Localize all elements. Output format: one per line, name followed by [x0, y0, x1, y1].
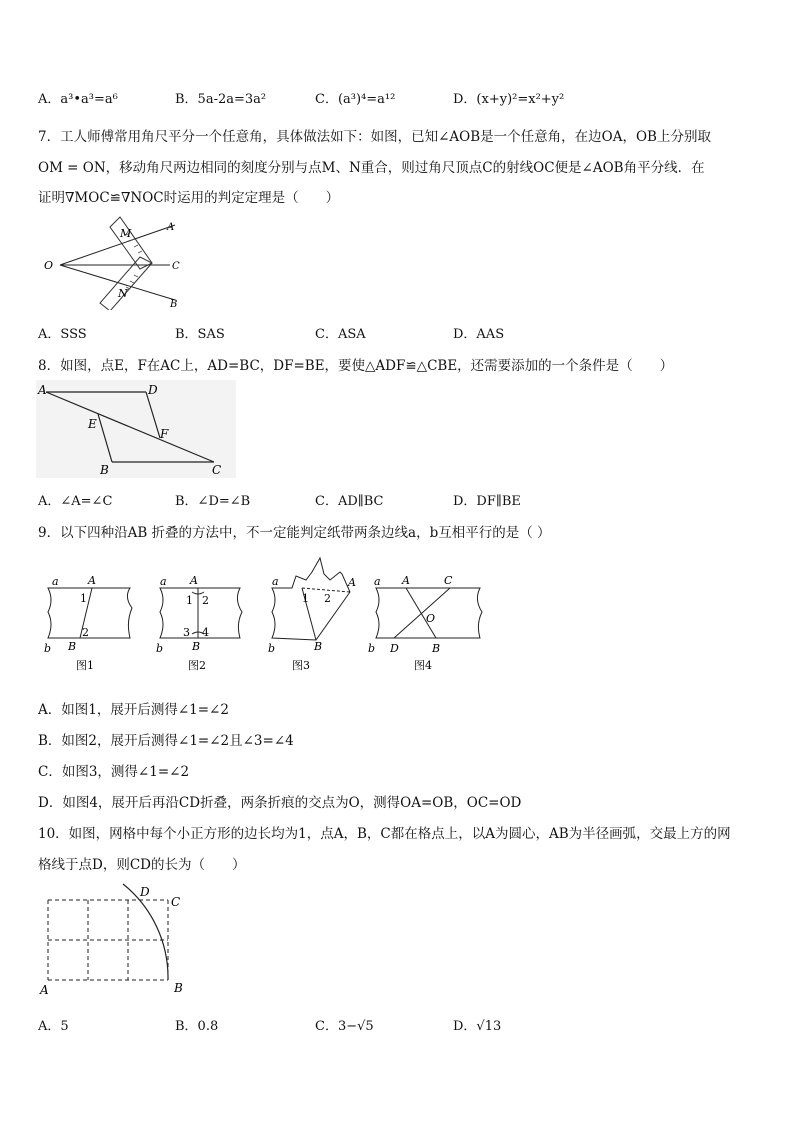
label-c: C — [171, 895, 181, 909]
q6-option-c[interactable]: C．(a³)⁴=a¹² — [315, 92, 396, 107]
fig3-label-a: A — [348, 576, 356, 589]
q8-parallelogram-figure — [36, 380, 236, 478]
fig2-label-b: B — [192, 640, 201, 653]
q9-option-c[interactable]: C．如图3，测得∠1=∠2 — [38, 764, 190, 780]
q9-option-d[interactable]: D．如图4，展开后再沿CD折叠，两条折痕的交点为O，测得OA=OB，OC=OD — [38, 795, 522, 811]
fig2-label-b-line: b — [156, 642, 164, 655]
figure-3 — [272, 558, 350, 640]
label-f: F — [160, 427, 169, 441]
q6-option-a[interactable]: A．a³•a³=a⁶ — [38, 92, 118, 107]
fig3-label-b: B — [314, 640, 323, 653]
q10-option-b[interactable]: B．0.8 — [175, 1019, 219, 1034]
label-b: B — [174, 981, 183, 995]
label-a: A — [40, 983, 49, 997]
fig3-label-b-line: b — [268, 642, 276, 655]
label-d: D — [140, 885, 150, 899]
q9-stem: 9．以下四种沿AB 折叠的方法中，不一定能判定纸带两条边线a，b互相平行的是（ ） — [38, 525, 551, 541]
fig1-label-b-line: b — [44, 642, 52, 655]
fig1-label-a-line: a — [52, 575, 59, 588]
q7-option-b[interactable]: B．SAS — [175, 327, 225, 342]
fig4-label-a: A — [402, 574, 410, 587]
q8-option-a[interactable]: A．∠A=∠C — [38, 494, 113, 509]
grid-lines — [48, 900, 168, 980]
q9-option-b[interactable]: B．如图2，展开后测得∠1=∠2且∠3=∠4 — [38, 733, 294, 749]
q7-option-c[interactable]: C．ASA — [315, 327, 366, 342]
label-b: B — [170, 299, 178, 310]
q10-stem-line-2: 格线于点D，则CD的长为（ ） — [38, 857, 246, 873]
fig2-label-3: 3 — [183, 626, 190, 639]
q7-stem-line-1: 7．工人师傅常用角尺平分一个任意角，具体做法如下：如图，已知∠AOB是一个任意角，在边OA，OB上分别取 — [38, 129, 711, 145]
label-a: A — [167, 222, 175, 233]
ray-oa — [60, 225, 175, 265]
fig4-label-b: B — [432, 642, 441, 655]
fig2-label-4: 4 — [202, 626, 209, 639]
fig1-caption: 图1 — [76, 659, 94, 672]
q10-option-d[interactable]: D．√13 — [453, 1019, 502, 1034]
fig4-caption: 图4 — [414, 659, 432, 672]
q7-option-a[interactable]: A．SSS — [38, 327, 87, 342]
label-o: O — [44, 259, 54, 272]
q9-option-a[interactable]: A．如图1，展开后测得∠1=∠2 — [38, 702, 229, 718]
fig1-label-2: 2 — [82, 626, 89, 639]
label-b: B — [100, 463, 109, 477]
q6-option-d[interactable]: D．(x+y)²=x²+y² — [453, 92, 565, 107]
fig3-label-2: 2 — [324, 592, 331, 605]
fig1-label-a: A — [88, 574, 96, 587]
fig3-caption: 图3 — [292, 659, 310, 672]
fig2-label-a: A — [190, 574, 198, 587]
q7-option-d[interactable]: D．AAS — [453, 327, 505, 342]
q10-option-a[interactable]: A．5 — [38, 1019, 69, 1034]
q7-stem-line-2: OM = ON，移动角尺两边相同的刻度分别与点M、N重合，则过角尺顶点C的射线OC便是∠AOB角平分线．在 — [38, 160, 705, 176]
q8-stem: 8．如图，点E，F在AC上，AD=BC，DF=BE，要使△ADF≌△CBE，还需要添加的一个条件是（ ） — [38, 358, 674, 374]
label-a: A — [38, 383, 47, 397]
q6-option-b[interactable]: B．5a-2a=3a² — [175, 92, 267, 107]
ruler-upper-arm — [110, 217, 152, 269]
label-n: N — [118, 287, 128, 300]
label-d: D — [148, 383, 158, 397]
q7-stem-line-3: 证明∇MOC≌∇NOC时运用的判定定理是（ ） — [38, 190, 340, 206]
q9-folding-figures — [40, 552, 500, 677]
fig1-label-1: 1 — [80, 592, 87, 605]
q8-option-b[interactable]: B．∠D=∠B — [175, 494, 251, 509]
fig1-label-b: B — [68, 640, 77, 653]
fig4-label-b-line: b — [368, 642, 376, 655]
label-m: M — [120, 227, 132, 240]
label-c: C — [172, 261, 180, 272]
label-c: C — [212, 463, 222, 477]
fig4-label-o: O — [426, 612, 436, 625]
fig2-label-a-line: a — [160, 575, 167, 588]
fig4-label-a-line: a — [374, 575, 381, 588]
q7-angle-ruler-figure — [40, 215, 200, 310]
q8-option-d[interactable]: D．DF∥BE — [453, 494, 521, 509]
label-e: E — [88, 417, 97, 431]
figure-1 — [48, 588, 132, 638]
q10-grid-figure — [38, 882, 198, 997]
fig3-label-a-line: a — [272, 575, 279, 588]
fig3-label-1: 1 — [302, 592, 309, 605]
q10-option-c[interactable]: C．3−√5 — [315, 1019, 374, 1034]
fig2-label-2: 2 — [202, 594, 209, 607]
fig2-label-1: 1 — [186, 594, 193, 607]
fig4-label-d: D — [390, 642, 399, 655]
q10-stem-line-1: 10．如图，网格中每个小正方形的边长均为1，点A，B，C都在格点上，以A为圆心，AB为半径画弧，交最上方的网 — [38, 826, 731, 842]
figure-2 — [160, 588, 242, 638]
q8-option-c[interactable]: C．AD∥BC — [315, 494, 384, 509]
fig4-label-c: C — [444, 574, 453, 587]
fig2-caption: 图2 — [188, 659, 206, 672]
